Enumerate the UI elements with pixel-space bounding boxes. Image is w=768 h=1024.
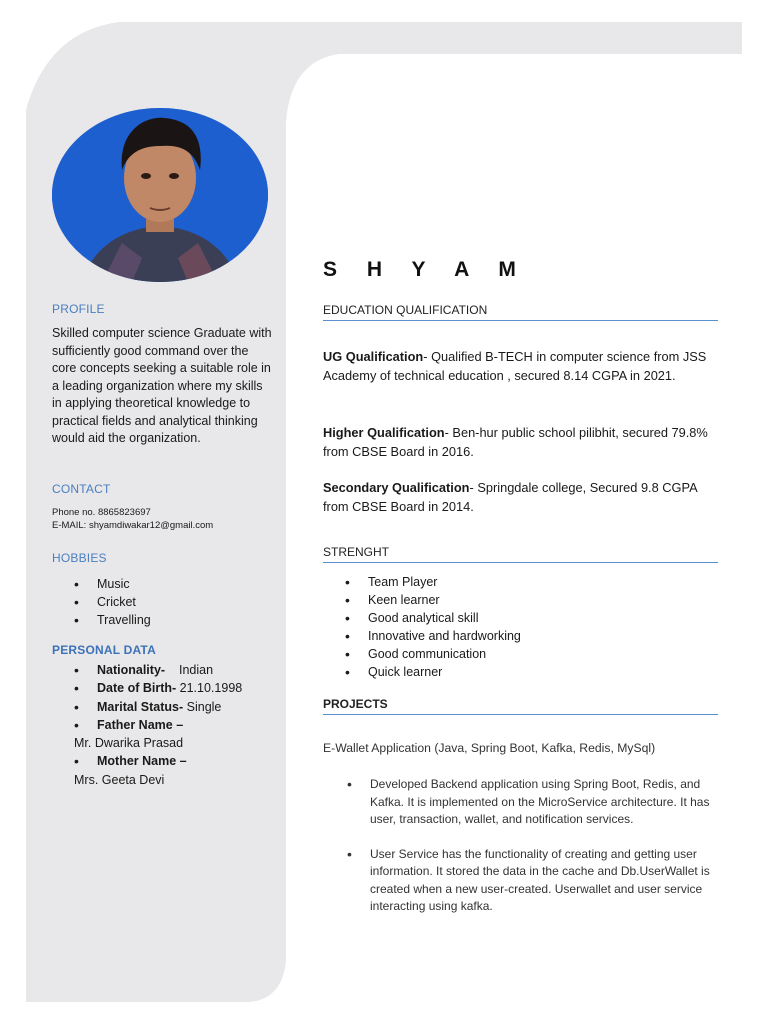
project-detail-item: • Developed Backend application using Spring Boot, Redis, and Kafka. It is implemented on the MicroService architecture. It has user, transaction, wallet, and notification services. <box>323 776 718 829</box>
mother-value: Mrs. Geeta Devi <box>74 772 165 787</box>
marital-row <box>52 698 272 716</box>
hobbies-list <box>52 575 272 629</box>
marital-value: Single <box>186 699 222 714</box>
strength-item: • Innovative and hardworking <box>323 627 718 645</box>
ug-text: - Qualified B-TECH in computer science from JSS Academy of technical education , secured 8.14 CGPA in 2021. <box>323 349 707 383</box>
dob-value: 21.10.1998 <box>179 681 243 696</box>
candidate-name: S H Y A M <box>323 258 528 281</box>
secondary-label: Secondary Qualification <box>323 480 470 495</box>
strength-list <box>323 573 718 681</box>
strength-item: • Quick learner <box>323 663 718 681</box>
father-label: Father Name – <box>97 717 184 732</box>
dob-row <box>52 679 272 697</box>
hobby-item: • Cricket <box>52 593 272 611</box>
hobby-item: • Travelling <box>52 611 272 629</box>
contact-phone: Phone no. 8865823697 <box>52 507 151 518</box>
personal-data-heading: PERSONAL DATA <box>52 643 156 657</box>
profile-photo <box>52 108 268 282</box>
secondary-text: - Springdale college, Secured 9.8 CGPA from CBSE Board in 2014. <box>323 480 697 514</box>
ug-qualification <box>323 348 718 385</box>
higher-text: - Ben-hur public school pilibhit, secured 79.8% from CBSE Board in 2016. <box>323 425 708 459</box>
nationality-label: Nationality- <box>97 663 166 677</box>
secondary-qualification <box>323 479 718 516</box>
profile-heading: PROFILE <box>52 302 105 316</box>
project-detail-item: • User Service has the functionality of creating and getting user information. It stored the data in the cache and Db.UserWallet is created when a new user-created. Userwallet and user service interacting using kafka. <box>323 846 718 916</box>
ug-label: UG Qualification <box>323 349 424 364</box>
project-title: E-Wallet Application (Java, Spring Boot, Kafka, Redis, MySql) <box>323 741 656 755</box>
father-row <box>52 716 272 734</box>
education-heading: EDUCATION QUALIFICATION <box>323 303 718 321</box>
strength-item: • Keen learner <box>323 591 718 609</box>
strength-item: • Good analytical skill <box>323 609 718 627</box>
nationality-value: Indian <box>178 663 214 677</box>
higher-qualification <box>323 424 718 461</box>
contact-heading: CONTACT <box>52 482 111 496</box>
strength-heading: STRENGHT <box>323 545 718 563</box>
mother-row <box>52 752 272 770</box>
strength-item: • Team Player <box>323 573 718 591</box>
mother-label: Mother Name – <box>97 754 187 769</box>
project-details-list <box>323 776 718 933</box>
personal-data-list <box>52 661 272 789</box>
strength-item: • Good communication <box>323 645 718 663</box>
projects-heading: PROJECTS <box>323 697 718 715</box>
marital-label: Marital Status- <box>97 699 184 714</box>
father-value: Mr. Dwarika Prasad <box>74 736 184 751</box>
profile-text: Skilled computer science Graduate with sufficiently good command over the core concepts seeking a suitable role in a leading organization where my skills in applying theoretical knowledge to practical fields and analytical thinking would aid the organization. <box>52 326 272 445</box>
nationality-row <box>52 661 272 679</box>
hobby-item: • Music <box>52 575 272 593</box>
higher-label: Higher Qualification <box>323 425 445 440</box>
dob-label: Date of Birth- <box>97 681 177 696</box>
contact-email: E-MAIL: shyamdiwakar12@gmail.com <box>52 520 214 531</box>
hobbies-heading: HOBBIES <box>52 551 107 565</box>
